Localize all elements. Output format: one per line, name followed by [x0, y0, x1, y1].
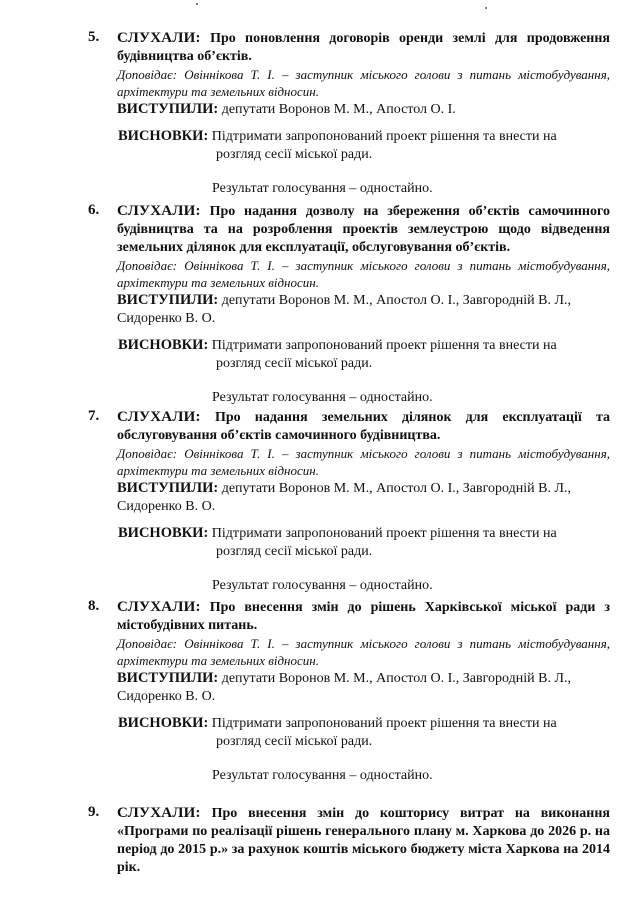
- conclusions-label: ВИСНОВКИ:: [118, 715, 209, 731]
- reporter-line: [117, 66, 610, 100]
- listened-label: СЛУХАЛИ:: [117, 30, 201, 46]
- item-number: 5.: [88, 29, 100, 45]
- conclusions-text-2: розгляд сесії міської ради.: [216, 147, 373, 162]
- listened-label: СЛУХАЛИ:: [117, 599, 201, 615]
- conclusions-text-1: Підтримати запропонований проект рішення та внести на: [211, 338, 557, 353]
- reporter-label: Доповідає:: [117, 258, 178, 273]
- item-topic: Про надання земельних ділянок для експлуатації та обслуговування об’єктів самочинного будівництва.: [117, 410, 610, 443]
- conclusions-block: [118, 714, 610, 751]
- scan-speck: [196, 3, 198, 5]
- spoke-label: ВИСТУПИЛИ:: [117, 670, 219, 686]
- spoke-text: депутати Воронов М. М., Апостол О. І., Завгородній В. Л., Сидоренко В. О.: [117, 671, 571, 704]
- conclusions-label: ВИСНОВКИ:: [118, 128, 209, 144]
- reporter-label: Доповідає:: [117, 636, 178, 651]
- reporter-text: Овіннікова Т. І. – заступник міського голови з питань містобудування, архітектури та земельних відносин.: [117, 258, 610, 290]
- voting-result: Результат голосування – одностайно.: [212, 390, 433, 405]
- spoke-line: [117, 479, 610, 516]
- conclusions-block: [118, 127, 610, 164]
- item-topic: Про надання дозволу на збереження об’єктів самочинного будівництва та на розроблення проектів землеустрою щодо відведення земельних ділянок для експлуатації, обслуговування об’єктів.: [117, 204, 610, 255]
- listened-label: СЛУХАЛИ:: [117, 805, 201, 821]
- conclusions-text-2: розгляд сесії міської ради.: [216, 734, 373, 749]
- voting-result: Результат голосування – одностайно.: [212, 768, 433, 783]
- reporter-line: [117, 445, 610, 479]
- conclusions-block: [118, 524, 610, 561]
- agenda-item-9: [90, 804, 610, 877]
- spoke-label: ВИСТУПИЛИ:: [117, 292, 219, 308]
- listened-label: СЛУХАЛИ:: [117, 203, 201, 219]
- item-heading: [117, 408, 610, 445]
- item-topic: Про поновлення договорів оренди землі для продовження будівництва об’єктів.: [117, 31, 610, 64]
- reporter-label: Доповідає:: [117, 446, 178, 461]
- item-heading: [117, 202, 610, 257]
- conclusions-text-2: розгляд сесії міської ради.: [216, 544, 373, 559]
- conclusions-text-1: Підтримати запропонований проект рішення та внести на: [211, 129, 557, 144]
- agenda-item-5: [90, 29, 610, 198]
- conclusions-text-1: Підтримати запропонований проект рішення та внести на: [211, 526, 557, 541]
- reporter-line: [117, 257, 610, 291]
- voting-result: Результат голосування – одностайно.: [212, 578, 433, 593]
- reporter-text: Овіннікова Т. І. – заступник міського голови з питань містобудування, архітектури та земельних відносин.: [117, 636, 610, 668]
- item-topic: Про внесення змін до рішень Харківської міської ради з містобудівних питань.: [117, 600, 610, 633]
- conclusions-label: ВИСНОВКИ:: [118, 337, 209, 353]
- reporter-text: Овіннікова Т. І. – заступник міського голови з питань містобудування, архітектури та земельних відносин.: [117, 67, 610, 99]
- spoke-text: депутати Воронов М. М., Апостол О. І.: [221, 102, 456, 117]
- item-number: 6.: [88, 202, 100, 218]
- spoke-line: [117, 669, 610, 706]
- item-topic: Про внесення змін до кошторису витрат на виконання «Програми по реалізації рішень генерального плану м. Харкова до 2026 р. на період до 2015 р.» за рахунок коштів міського бюджету міста Харкова на 2014 рік.: [117, 806, 610, 875]
- item-heading: [117, 804, 610, 877]
- reporter-line: [117, 635, 610, 669]
- item-number: 8.: [88, 598, 100, 614]
- listened-label: СЛУХАЛИ:: [117, 409, 201, 425]
- scan-speck: [485, 7, 487, 9]
- conclusions-text-1: Підтримати запропонований проект рішення та внести на: [211, 716, 557, 731]
- conclusions-text-2: розгляд сесії міської ради.: [216, 356, 373, 371]
- reporter-text: Овіннікова Т. І. – заступник міського голови з питань містобудування, архітектури та земельних відносин.: [117, 446, 610, 478]
- item-number: 9.: [88, 804, 100, 820]
- conclusions-block: [118, 336, 610, 373]
- item-heading: [117, 598, 610, 635]
- voting-result: Результат голосування – одностайно.: [212, 181, 433, 196]
- conclusions-label: ВИСНОВКИ:: [118, 525, 209, 541]
- spoke-line: [117, 291, 610, 328]
- agenda-item-8: [90, 598, 610, 785]
- spoke-text: депутати Воронов М. М., Апостол О. І., Завгородній В. Л., Сидоренко В. О.: [117, 481, 571, 514]
- agenda-item-7: [90, 408, 610, 595]
- spoke-label: ВИСТУПИЛИ:: [117, 480, 219, 496]
- item-heading: [117, 29, 610, 66]
- agenda-item-6: [90, 202, 610, 407]
- reporter-label: Доповідає:: [117, 67, 178, 82]
- item-number: 7.: [88, 408, 100, 424]
- spoke-line: [117, 100, 610, 119]
- spoke-label: ВИСТУПИЛИ:: [117, 101, 219, 117]
- spoke-text: депутати Воронов М. М., Апостол О. І., Завгородній В. Л., Сидоренко В. О.: [117, 293, 571, 326]
